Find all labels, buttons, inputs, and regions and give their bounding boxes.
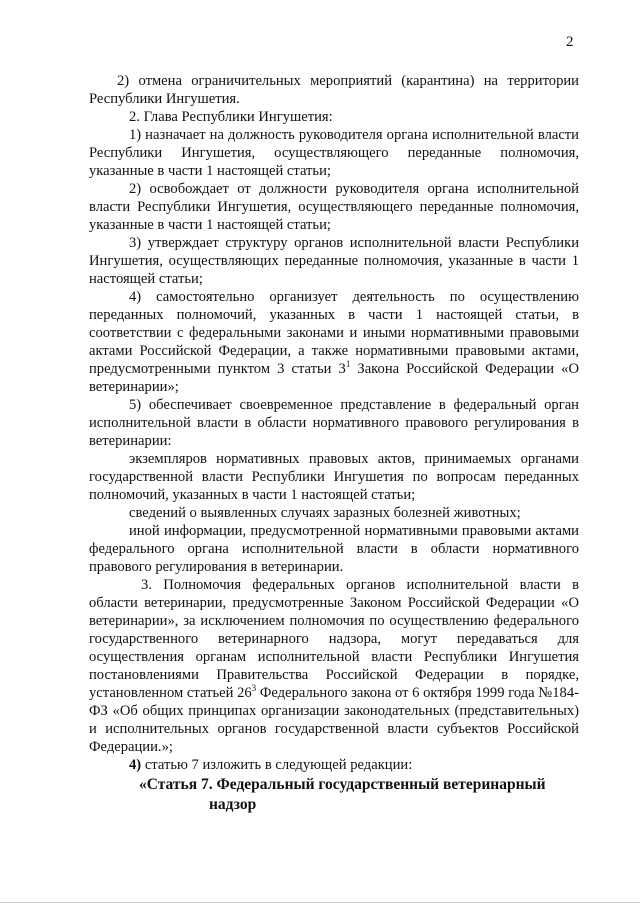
document-body — [89, 72, 579, 815]
paragraph: 2) отмена ограничительных мероприятий (карантина) на территории Республики Ингушетия. — [89, 73, 579, 107]
paragraph: 4) самостоятельно организует деятельность по осуществлению переданных полномочий, указанных в части 1 настоящей статьи, в соответствии с федеральными законами и иными нормативными правовыми актами Российской Федерации, а также нормативными правовыми актами, предусмотренными пунктом 3 статьи $3^1$ Закона Российской Федерации «О ветеринарии»; — [89, 289, 579, 395]
paragraph: 2. Глава Республики Ингушетия: — [129, 109, 333, 125]
paragraph: экземпляров нормативных правовых актов, принимаемых органами государственной власти Республики Ингушетия по вопросам переданных полномочий, указанных в части 1 настоящей статьи; — [89, 451, 579, 503]
page-number: 2 — [566, 34, 574, 50]
amendment-line: 4) статью 7 изложить в следующей редакции: — [129, 757, 413, 773]
paragraph: 3) утверждает структуру органов исполнительной власти Республики Ингушетия, осуществляющих переданные полномочия, указанные в части 1 настоящей статьи; — [89, 235, 579, 287]
paragraph: иной информации, предусмотренной нормативными правовыми актами федерального органа исполнительной власти в области нормативного правового регулирования в ветеринарии. — [89, 523, 579, 575]
article-title: «Статья 7. Федеральный государственный ветеринарный надзор — [139, 776, 546, 813]
paragraph: 5) обеспечивает своевременное представление в федеральный орган исполнительной власти в области нормативного правового регулирования в ветеринарии: — [89, 397, 579, 449]
paragraph: сведений о выявленных случаях заразных болезней животных; — [129, 505, 521, 521]
paragraph: 1) назначает на должность руководителя органа исполнительной власти Республики Ингушетия, осуществляющего переданные полномочия, указанные в части 1 настоящей статьи; — [89, 127, 579, 179]
scan-edge-line — [0, 902, 640, 903]
paragraph: 3. Полномочия федеральных органов исполнительной власти в области ветеринарии, предусмотренные Законом Российской Федерации «О ветеринарии», за исключением полномочия по осуществлению федерального государственного ветеринарного надзора, могут передаваться для осуществления органам исполнительной власти Республики Ингушетия постановлениями Правительства Российской Федерации в порядке, установленном статьей $26^3$ Федерального закона от 6 октября 1999 года №184-ФЗ «Об общих принципах организации законодательных (представительных) и исполнительных органов государственной власти субъектов Российской Федерации.»; — [89, 577, 580, 755]
paragraph: 2) освобождает от должности руководителя органа исполнительной власти Республики Ингушетия, осуществляющего переданные полномочия, указанные в части 1 настоящей статьи; — [89, 181, 579, 233]
